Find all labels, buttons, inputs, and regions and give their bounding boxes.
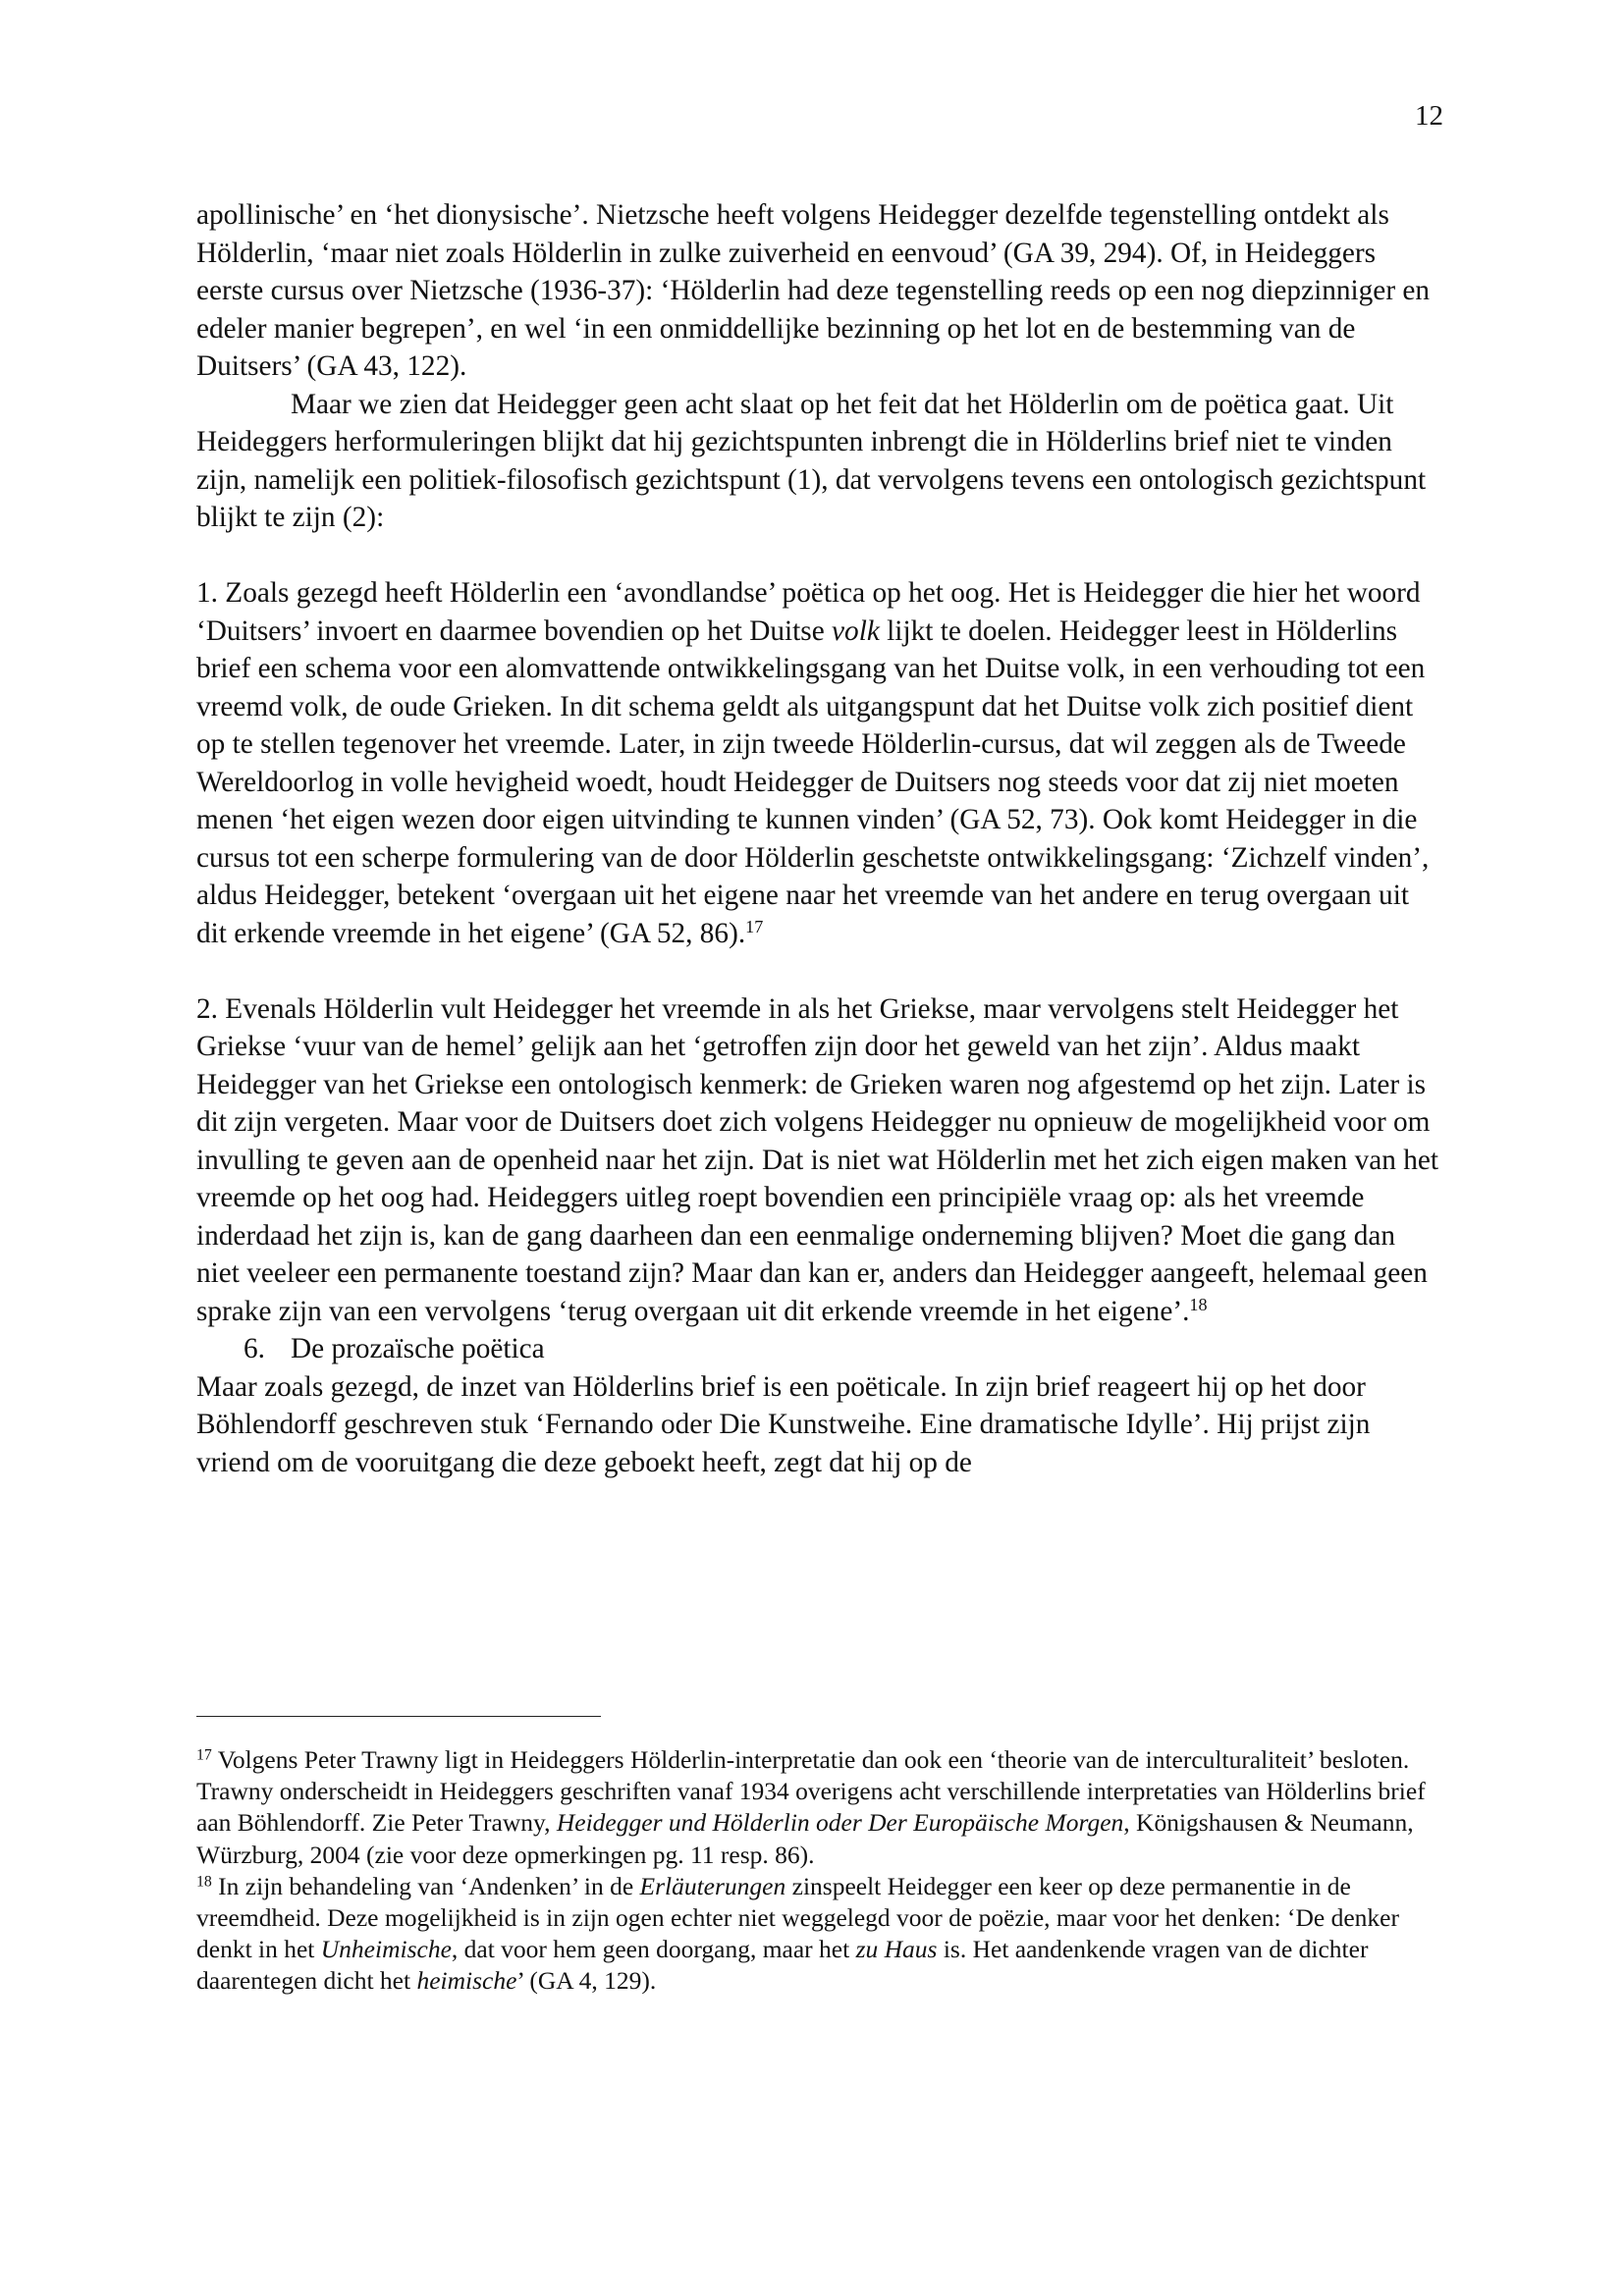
footnote-17-text-a: Volgens Peter Trawny ligt in Heideggers Hölderlin-interpretatie dan ook een ‘theorie van de interculturaliteit’ besloten. Trawny onderscheidt in Heideggers geschriften vanaf 1934 overigens acht verschillende interpretaties van Hölderlins brief aan Böhlendorff. Zie Peter Trawny,	[196, 1745, 1426, 1838]
paragraph-point-2-text: 2. Evenals Hölderlin vult Heidegger het vreemde in als het Griekse, maar vervolgens stelt Heidegger het Griekse ‘vuur van de hemel’ gelijk aan het ‘getroffen zijn door het geweld van het zijn’. Aldus maakt Heidegger van het Griekse een ontologisch kenmerk: de Grieken waren nog afgestemd op het zijn. Later is dit zijn vergeten. Maar voor de Duitsers doet zich volgens Heidegger nu opnieuw de mogelijkheid voor om invulling te geven aan de openheid naar het zijn. Dat is niet wat Hölderlin met het zich eigen maken van het vreemde op het oog had. Heideggers uitleg roept bovendien een principiële vraag op: als het vreemde inderdaad het zijn is, kan de gang daarheen dan een eenmalige onderneming blijven? Moet die gang dan niet veeleer een permanente toestand zijn? Maar dan kan er, anders dan Heidegger aangeeft, helemaal geen sprake zijn van een vervolgens ‘terug overgaan uit dit erkende vreemde in het eigene’.	[196, 992, 1439, 1327]
footnote-18-text-a: In zijn behandeling van ‘Andenken’ in de	[211, 1871, 640, 1900]
section-number: 6.	[244, 1333, 265, 1364]
paragraph-point-1-text-a: 1. Zoals gezegd heeft Hölderlin een ‘avondlandse’ poëtica op het oog. Het is Heidegger die hier het woord ‘Duitsers’ invoert en daarmee bovendien op het Duitse	[196, 577, 1421, 647]
paragraph-5: Maar zoals gezegd, de inzet van Hölderlins brief is een poëticale. In zijn brief reageert hij op het door Böhlendorff geschreven stuk ‘Fernando oder Die Kunstweihe. Eine dramatische Idylle’. Hij prijst zijn vriend om de vooruitgang die deze geboekt heeft, zegt dat hij op de	[196, 1370, 1371, 1478]
emphasis-volk: volk	[832, 614, 880, 647]
footnote-18-text-b: zinspeelt Heidegger een keer op deze permanentie in de vreemdheid. Deze mogelijkheid is in zijn ogen echter niet weggelegd voor de poëzie, maar voor het denken: ‘De denker denkt in het	[196, 1871, 1399, 1964]
page-number: 12	[1415, 100, 1443, 132]
footnote-18-em-zu-haus: zu Haus	[855, 1935, 938, 1964]
footnote-17	[196, 1744, 1445, 1871]
footnote-18-em-erlaeuterungen: Erläuterungen	[639, 1871, 786, 1900]
footnote-17-text-b: , Königshausen & Neumann, Würzburg, 2004 (zie voor deze opmerkingen pg. 11 resp. 86).	[196, 1808, 1414, 1869]
footnote-17-book-title: Heidegger und Hölderlin oder Der Europäische Morgen	[556, 1808, 1124, 1838]
section-heading	[196, 1330, 1445, 1368]
section-title: De prozaïsche poëtica	[291, 1333, 545, 1364]
footnote-mark-18: 18	[196, 1873, 212, 1891]
paragraph-2: Maar we zien dat Heidegger geen acht slaat op het feit dat het Hölderlin om de poëtica gaat. Uit Heideggers herformuleringen blijkt dat hij gezichtspunten inbrengt die in Hölderlins brief niet te vinden zijn, namelijk een politiek-filosofisch gezichtspunt (1), dat vervolgens tevens een ontologisch gezichtspunt blijkt te zijn (2):	[196, 388, 1427, 533]
body-text	[196, 196, 1445, 1481]
paragraph-1: apollinische’ en ‘het dionysische’. Nietzsche heeft volgens Heidegger dezelfde tegenstelling ontdekt als Hölderlin, ‘maar niet zoals Hölderlin in zulke zuiverheid en eenvoud’ (GA 39, 294). Of, in Heideggers eerste cursus over Nietzsche (1936-37): ‘Hölderlin had deze tegenstelling reeds op een nog diepzinniger en edeler manier begrepen’, en wel ‘in een onmiddellijke bezinning op het lot en de bestemming van de Duitsers’ (GA 43, 122).	[196, 199, 1431, 382]
footnote-18-em-unheimische: Unheimische	[320, 1935, 452, 1964]
footnote-ref-17[interactable]: 17	[745, 916, 764, 936]
paragraph-point-1	[196, 574, 1445, 952]
footnote-ref-18[interactable]: 18	[1189, 1294, 1208, 1314]
footnotes	[196, 1716, 1445, 1998]
paragraph-point-2	[196, 990, 1445, 1331]
footnote-18-text-c: , dat voor hem geen doorgang, maar het	[451, 1935, 856, 1964]
footnote-18-text-e: ’ (GA 4, 129).	[516, 1966, 657, 1996]
footnote-divider	[196, 1716, 601, 1717]
footnote-mark-17: 17	[196, 1746, 212, 1764]
footnote-18	[196, 1871, 1445, 1998]
footnote-18-em-heimische: heimische	[416, 1966, 517, 1996]
footnote-18-text-d: is. Het aandenkende vragen van de dichter daarentegen dicht het	[196, 1935, 1369, 1996]
paragraph-point-1-text-b: lijkt te doelen. Heidegger leest in Hölderlins brief een schema voor een alomvattende ontwikkelingsgang van het Duitse volk, in een verhouding tot een vreemd volk, de oude Grieken. In dit schema geldt als uitgangspunt dat het Duitse volk zich positief dient op te stellen tegenover het vreemde. Later, in zijn tweede Hölderlin-cursus, dat wil zeggen als de Tweede Wereldoorlog in volle hevigheid woedt, houdt Heidegger de Duitsers nog steeds voor dat zij niet moeten menen ‘het eigen wezen door eigen uitvinding te kunnen vinden’ (GA 52, 73). Ook komt Heidegger in die cursus tot een scherpe formulering van de door Hölderlin geschetste ontwikkelingsgang: ‘Zichzelf vinden’, aldus Heidegger, betekent ‘overgaan uit het eigene naar het vreemde van het andere en terug overgaan uit dit erkende vreemde in het eigene’ (GA 52, 86).	[196, 614, 1430, 949]
